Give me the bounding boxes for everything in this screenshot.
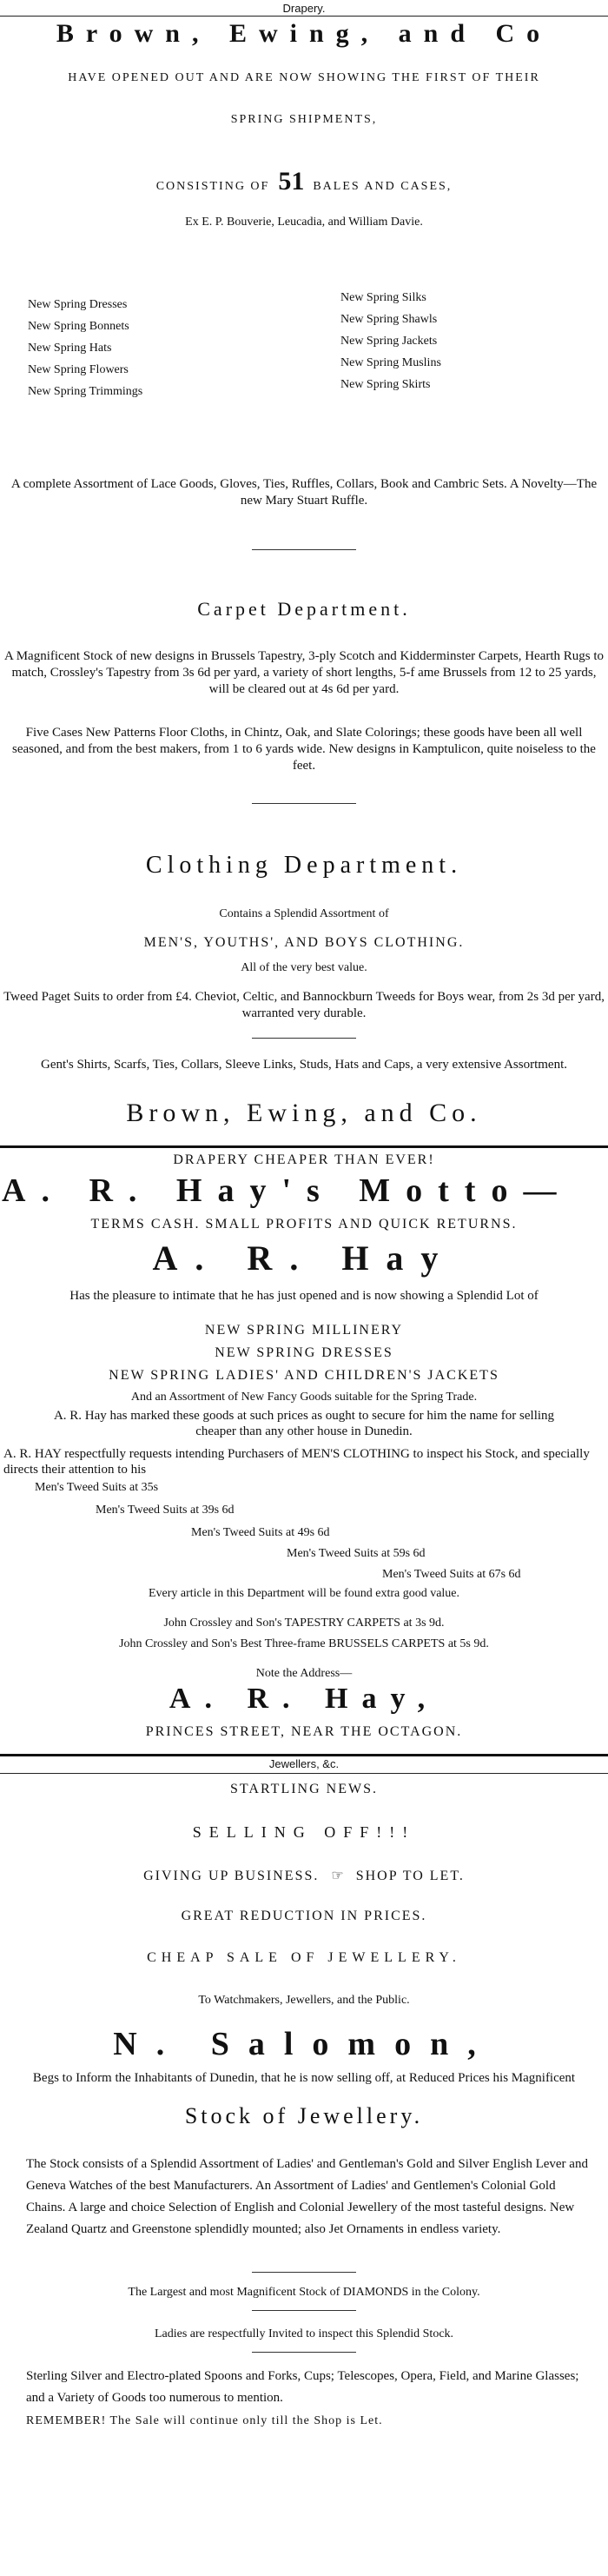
right-items-list: [340, 287, 441, 395]
divider: [252, 1038, 356, 1039]
suit-line: Men's Tweed Suits at 39s 6d: [96, 1504, 235, 1517]
giving-up-business: GIVING UP BUSINESS.: [143, 1869, 320, 1883]
ladies-invited: Ladies are respectfully Invited to inspect this Splendid Stock.: [154, 2327, 454, 2340]
sterling-silver: Sterling Silver and Electro-plated Spoons and Forks, Cups; Telescopes, Opera, Field, and Marine Glasses; and a Variety of Goods too numerous to mention.: [26, 2369, 579, 2405]
cheap-sale: CHEAP SALE OF JEWELLERY.: [147, 1950, 461, 1965]
suit-line: Men's Tweed Suits at 35s: [35, 1481, 159, 1494]
consisting-of: CONSISTING OF: [155, 180, 270, 193]
stock-of-jewellery: Stock of Jewellery.: [184, 2103, 424, 2128]
diamonds: The Largest and most Magnificent Stock of DIAMONDS in the Colony.: [128, 2286, 480, 2299]
left-items-list: [28, 294, 142, 402]
clothing-department-title: Clothing Department.: [145, 852, 463, 879]
tapestry-carpets: John Crossley and Son's TAPESTRY CARPETS at 3s 9d.: [163, 1617, 445, 1630]
suit-line: Men's Tweed Suits at 67s 6d: [382, 1568, 521, 1581]
princes-street: PRINCES STREET, NEAR THE OCTAGON.: [145, 1724, 463, 1739]
fancy-goods: And an Assortment of New Fancy Goods suitable for the Spring Trade.: [130, 1391, 478, 1404]
clothing-contains: Contains a Splendid Assortment of: [219, 907, 389, 920]
list-item: New Spring Skirts: [340, 378, 431, 391]
arhay-address-name: A. R. Hay,: [169, 1683, 439, 1715]
selling-off: SELLING OFF!!!: [192, 1823, 416, 1841]
arhay-motto: A. R. Hay's Motto—: [2, 1172, 572, 1209]
divider: [252, 2352, 356, 2353]
brown-ewing-signature: Brown, Ewing, and Co.: [126, 1099, 482, 1127]
divider: [252, 803, 356, 804]
consisting-line: [0, 167, 608, 196]
list-item: New Spring Muslins: [340, 356, 441, 369]
drapery-cheaper: DRAPERY CHEAPER THAN EVER!: [173, 1152, 435, 1167]
section-header-drapery: Drapery.: [282, 2, 326, 15]
list-item: New Spring Silks: [340, 291, 426, 304]
list-item: New Spring Flowers: [28, 363, 129, 376]
stock-consists: The Stock consists of a Splendid Assortment of Ladies' and Gentleman's Gold and Silver English Lever and Geneva Watches of the best Manufacturers. An Assortment of Ladies' and Gentlemen's Colonial Gold Chains. A large and choice Selection of English and Colonial Jewellery of the most tasteful designs. New Zealand Quartz and Greenstone splendidly mounted; also Jet Ornaments in endless variety.: [26, 2157, 588, 2236]
salomon-begs: Begs to Inform the Inhabitants of Dunedin, that he is now selling off, at Reduced Prices his Magnificent: [32, 2071, 576, 2085]
arhay-marked: A. R. Hay has marked these goods at such prices as ought to secure for him the name for selling cheaper than any other house in Dunedin.: [53, 1409, 555, 1438]
list-item: New Spring Jackets: [340, 335, 438, 348]
brown-ewing-title: Brown, Ewing, and Co: [56, 19, 552, 48]
list-item: New Spring Trimmings: [28, 385, 143, 398]
divider: [252, 2272, 356, 2273]
carpet-paragraph-2: Five Cases New Patterns Floor Cloths, in Chintz, Oak, and Slate Colorings; these goods have been all well seasoned, and from the best makers, from 1 to 6 yards wide. New designs in Kamptulicon, quite noiseless to the feet.: [12, 726, 596, 773]
spring-millinery: NEW SPRING MILLINERY: [204, 1323, 404, 1338]
clothing-tweed: Tweed Paget Suits to order from £4. Cheviot, Celtic, and Bannockburn Tweeds for Boys wear, from 2s 3d per yard, warranted very durable.: [3, 990, 605, 1020]
header-rule: [0, 1773, 608, 1774]
bales-and-cases: BALES AND CASES,: [313, 180, 453, 193]
opened-line: HAVE OPENED OUT AND ARE NOW SHOWING THE FIRST OF THEIR: [68, 71, 540, 84]
clothing-best: All of the very best value.: [241, 961, 367, 974]
arhay-requests: A. R. HAY respectfully requests intending Purchasers of MEN'S CLOTHING to inspect his Stock, and specially directs their attention to his: [3, 1447, 590, 1477]
spring-dresses: NEW SPRING DRESSES: [215, 1345, 393, 1360]
carpet-department-title: Carpet Department.: [197, 598, 411, 620]
terms-cash: TERMS CASH. SMALL PROFITS AND QUICK RETURNS.: [90, 1217, 518, 1232]
brussels-carpets: John Crossley and Son's Best Three-frame BRUSSELS CARPETS at 5s 9d.: [119, 1637, 489, 1650]
remember: REMEMBER! The Sale will continue only till the Shop is Let.: [26, 2414, 383, 2427]
spring-jackets: NEW SPRING LADIES' AND CHILDREN'S JACKETS: [109, 1368, 499, 1383]
section-rule: [0, 1754, 608, 1756]
ex-ships: Ex E. P. Bouverie, Leucadia, and William Davie.: [185, 216, 423, 229]
lace-goods: A complete Assortment of Lace Goods, Gloves, Ties, Ruffles, Collars, Book and Cambric Sets. A Novelty—The new Mary Stuart Ruffle.: [10, 477, 598, 508]
carpet-paragraph-1: A Magnificent Stock of new designs in Brussels Tapestry, 3-ply Scotch and Kidderminster Carpets, Hearth Rugs to match, Crossley's Tapestry from 3s 6d per yard, a variety of short lengths, 5-f ame Brussels from 12 to 25 yards, will be cleared out at 4s 6d per yard.: [3, 649, 605, 696]
giving-up-line: [0, 1867, 608, 1884]
list-item: New Spring Bonnets: [28, 320, 129, 333]
every-article: Every article in this Department will be found extra good value.: [148, 1587, 460, 1600]
section-header-jewellers: Jewellers, &c.: [268, 1757, 340, 1770]
clothing-mens: MEN'S, YOUTHS', AND BOYS CLOTHING.: [143, 935, 465, 950]
startling-news: STARTLING NEWS.: [230, 1782, 378, 1796]
salomon-name: N. Salomon,: [113, 2026, 495, 2062]
list-item: New Spring Dresses: [28, 298, 128, 311]
spring-shipments: SPRING SHIPMENTS,: [230, 113, 378, 126]
pointing-hand-icon: ☞: [331, 1869, 344, 1883]
arhay-name: A. R. Hay: [152, 1238, 456, 1278]
ad-rule: [0, 1145, 608, 1148]
great-reduction: GREAT REDUCTION IN PRICES.: [181, 1909, 427, 1923]
to-watchmakers: To Watchmakers, Jewellers, and the Public.: [198, 1994, 410, 2007]
divider: [252, 549, 356, 550]
suit-line: Men's Tweed Suits at 59s 6d: [287, 1547, 426, 1560]
arhay-pleasure: Has the pleasure to intimate that he has just opened and is now showing a Splendid Lot of: [69, 1289, 539, 1303]
divider: [252, 2310, 356, 2311]
header-rule: [0, 16, 608, 17]
suit-line: Men's Tweed Suits at 49s 6d: [191, 1526, 330, 1539]
note-address: Note the Address—: [255, 1667, 353, 1680]
shop-to-let: SHOP TO LET.: [355, 1869, 465, 1883]
list-item: New Spring Hats: [28, 342, 112, 355]
gents-shirts: Gent's Shirts, Scarfs, Ties, Collars, Sleeve Links, Studs, Hats and Caps, a very extensive Assortment.: [41, 1058, 567, 1072]
bales-count: 51: [278, 167, 305, 196]
list-item: New Spring Shawls: [340, 313, 438, 326]
